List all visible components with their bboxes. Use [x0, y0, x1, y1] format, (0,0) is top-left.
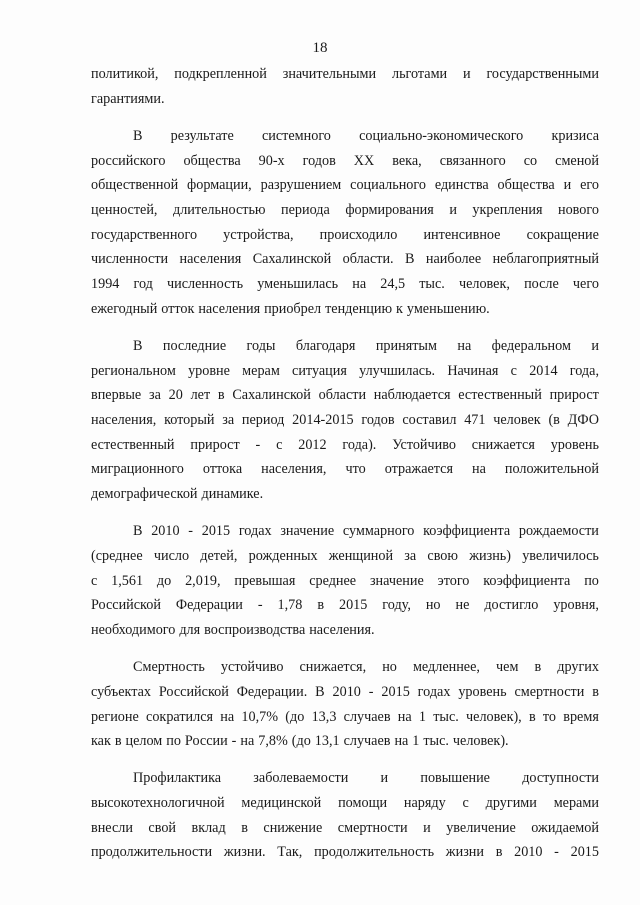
text-line: как в целом по России - на 7,8% (до 13,1 случаев на 1 тыс. человек).	[91, 733, 509, 750]
text-line: государственного устройства, происходило интенсивное сокращение	[91, 226, 599, 243]
text-line: российского общества 90-х годов XX века, связанного со сменой	[91, 152, 599, 169]
text-line: численности населения Сахалинской области. В наиболее неблагоприятный	[91, 251, 599, 268]
paragraph	[91, 62, 599, 111]
paragraph	[91, 334, 599, 507]
paragraph	[91, 124, 599, 322]
text-line: (среднее число детей, рожденных женщиной за свою жизнь) увеличилось	[91, 547, 599, 564]
text-line: политикой, подкрепленной значительными льготами и государственными	[91, 66, 599, 82]
text-line: ежегодный отток населения приобрел тенденцию к уменьшению.	[91, 300, 490, 317]
paragraph	[91, 519, 599, 642]
text-line: В результате системного социально-экономического кризиса	[133, 127, 599, 144]
text-line: с 1,561 до 2,019, превышая среднее значение этого коэффициента по	[91, 572, 599, 589]
page-number: 18	[312, 40, 328, 56]
text-line: В последние годы благодаря принятым на федеральном и	[133, 337, 599, 354]
text-line: регионе сократился на 10,7% (до 13,3 случаев на 1 тыс. человек), в то время	[91, 708, 599, 725]
document-body	[91, 62, 599, 865]
text-line: внесли свой вклад в снижение смертности и увеличение ожидаемой	[91, 819, 599, 836]
text-line: В 2010 - 2015 годах значение суммарного коэффициента рождаемости	[133, 523, 599, 540]
text-line: региональном уровне мерам ситуация улучшилась. Начиная с 2014 года,	[91, 362, 599, 379]
text-line: ценностей, длительностью периода формирования и укрепления нового	[91, 201, 599, 218]
text-line: гарантиями.	[91, 90, 165, 107]
text-line: естественный прирост - с 2012 года). Устойчиво снижается уровень	[91, 436, 599, 453]
text-line: 1994 год численность уменьшилась на 24,5 тыс. человек, после чего	[91, 276, 599, 292]
text-line: высокотехнологичной медицинской помощи наряду с другими мерами	[91, 795, 599, 812]
text-line: Профилактика заболеваемости и повышение доступности	[133, 770, 599, 787]
text-line: миграционного оттока населения, что отражается на положительной	[91, 461, 599, 478]
text-line: Смертность устойчиво снижается, но медленнее, чем в других	[133, 659, 599, 676]
text-line: субъектах Российской Федерации. В 2010 - 2015 годах уровень смертности в	[91, 683, 599, 700]
text-line: демографической динамике.	[91, 486, 264, 502]
text-line: населения, который за период 2014-2015 годов составил 471 человек (в ДФО	[91, 411, 599, 428]
text-line: общественной формации, разрушением социального единства общества и его	[91, 177, 599, 194]
text-line: впервые за 20 лет в Сахалинской области наблюдается естественный прирост	[91, 387, 599, 404]
text-line: необходимого для воспроизводства населения.	[91, 621, 375, 638]
paragraph	[91, 766, 599, 865]
text-line: продолжительности жизни. Так, продолжительность жизни в 2010 - 2015	[91, 844, 599, 861]
paragraph	[91, 655, 599, 754]
text-line: Российской Федерации - 1,78 в 2015 году, но не достигло уровня,	[91, 597, 599, 614]
